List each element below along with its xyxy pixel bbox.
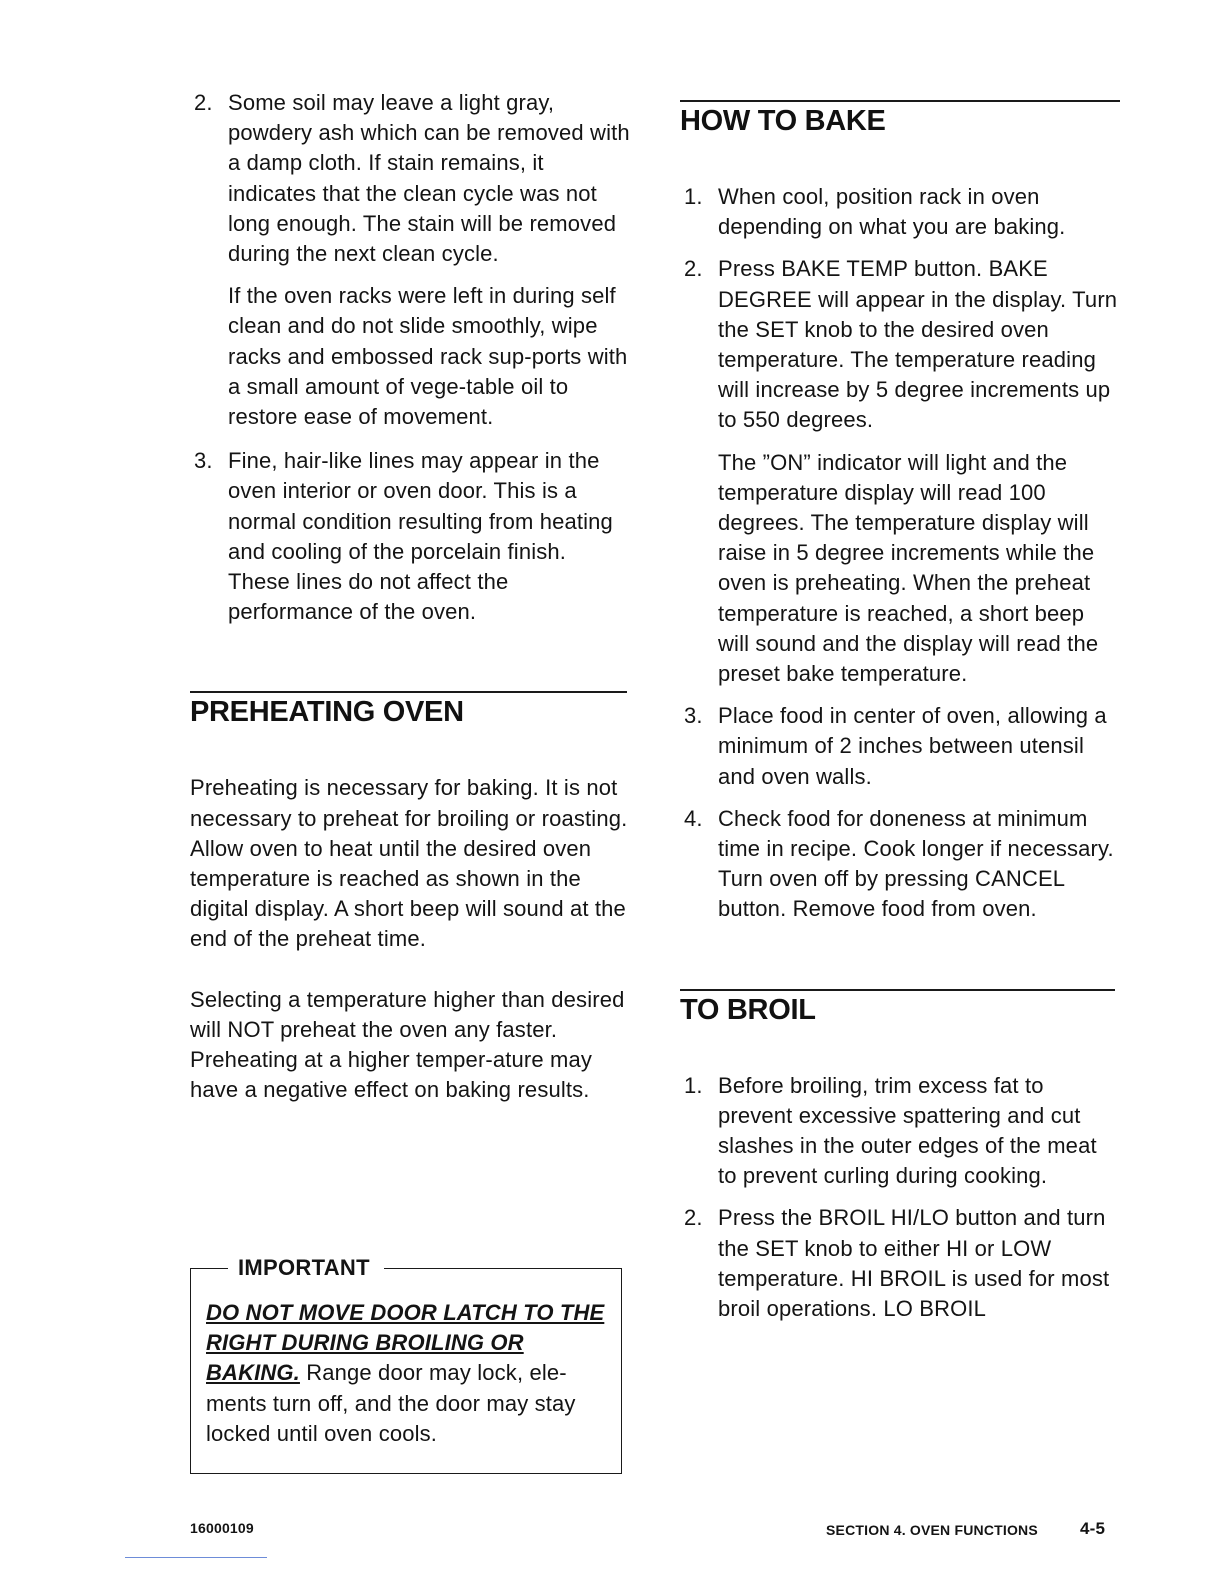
item-text: Press the BROIL HI/LO button and turn the SET knob to either HI or LOW temperature. HI BROIL is used for most broil operations. LO BROIL — [718, 1205, 1110, 1322]
list-item — [680, 1071, 1120, 1192]
list-item — [190, 88, 630, 432]
section-rule — [190, 691, 627, 693]
item-subparagraph: If the oven racks were left in during self clean and do not slide smoothly, wipe racks and embossed rack sup-ports with a small amount of vege-table oil to restore ease of movement. — [228, 283, 628, 430]
list-item — [680, 254, 1120, 689]
item-number: 3. — [194, 448, 213, 474]
item-number: 1. — [684, 184, 703, 209]
list-item — [680, 182, 1120, 242]
section-heading-preheating: PREHEATING OVEN — [190, 696, 464, 729]
section-heading-broil: TO BROIL — [680, 993, 816, 1026]
important-warning: DO NOT MOVE DOOR LATCH TO THE RIGHT DURING BROILING OR BAKING. — [206, 1300, 605, 1386]
section-heading-bake: HOW TO BAKE — [680, 105, 886, 137]
box-rule — [190, 1268, 228, 1269]
important-body — [206, 1298, 611, 1449]
item-text: Fine, hair-like lines may appear in the oven interior or oven door. This is a normal condition resulting from heating and cooling of the porcelain finish. These lines do not affect the performance of the oven. — [228, 448, 613, 625]
right-column — [680, 100, 1120, 1324]
important-label: IMPORTANT — [238, 1255, 370, 1280]
item-number: 3. — [684, 703, 703, 729]
scan-artifact-line — [125, 1557, 267, 1558]
preheating-paragraph: Selecting a temperature higher than desired will NOT preheat the oven any faster. Preheating at a higher temper-ature may have a negative effect on baking results. — [190, 986, 625, 1103]
item-subparagraph: The ”ON” indicator will light and the temperature display will read 100 degrees. The temperature display will raise in 5 degree increments while the oven is preheating. When the preheat temperature is reached, a short beep will sound and the display will read the preset bake temperature. — [718, 449, 1099, 687]
item-text: Before broiling, trim excess fat to prevent excessive spattering and cut slashes in the outer edges of the meat to prevent curling during cooking. — [718, 1072, 1097, 1189]
page-number: 4-5 — [1080, 1519, 1106, 1538]
item-text: Check food for doneness at minimum time in recipe. Cook longer if necessary. Turn oven off by pressing CANCEL button. Remove food from oven. — [718, 805, 1114, 922]
item-number: 2. — [684, 256, 703, 282]
list-item — [680, 701, 1120, 792]
item-text: Some soil may leave a light gray, powdery ash which can be removed with a damp cloth. If stain remains, it indicates that the clean cycle was not long enough. The stain will be removed during the next clean cycle. — [228, 90, 630, 267]
preheating-paragraph: Preheating is necessary for baking. It is not necessary to preheat for broiling or roasting. Allow oven to heat until the desired oven temperature is reached as shown in the digital display. A short beep will sound at the end of the preheat time. — [190, 775, 628, 952]
section-rule — [680, 100, 1120, 102]
important-text: Range door may lock, ele-ments turn off, and the door may stay locked until oven cools. — [206, 1360, 576, 1446]
item-number: 2. — [684, 1205, 703, 1231]
item-number: 4. — [684, 805, 703, 831]
document-number: 16000109 — [190, 1520, 254, 1536]
section-rule — [680, 989, 1115, 991]
item-text: Place food in center of oven, allowing a minimum of 2 inches between utensil and oven walls. — [718, 703, 1107, 789]
list-item — [190, 446, 630, 627]
section-footer: SECTION 4. OVEN FUNCTIONS — [826, 1522, 1038, 1538]
list-item — [680, 1203, 1120, 1324]
item-text: Press BAKE TEMP button. BAKE DEGREE will appear in the display. Turn the SET knob to the desired oven temperature. The temperature reading will increase by 5 degree increments up to 550 degrees. — [718, 256, 1118, 433]
important-notice-box — [190, 1255, 622, 1474]
item-text: When cool, position rack in oven depending on what you are baking. — [718, 184, 1066, 240]
item-number: 1. — [684, 1072, 703, 1098]
list-item — [680, 804, 1120, 925]
box-rule — [384, 1268, 622, 1269]
item-number: 2. — [194, 90, 213, 115]
left-column — [190, 88, 630, 1105]
